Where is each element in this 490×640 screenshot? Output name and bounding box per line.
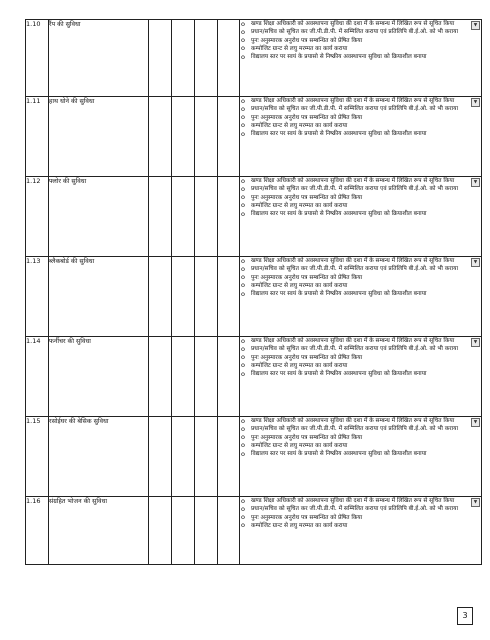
blank-cell: [218, 257, 240, 337]
facility-table: [25, 19, 482, 565]
actions-cell: [240, 97, 482, 177]
blank-cell: [195, 337, 218, 417]
chevron-down-icon[interactable]: ▼: [471, 498, 480, 507]
row-number: 1.16: [26, 497, 49, 565]
action-option[interactable]: o विद्यालय स्तर पर स्वयं के प्रयासो से निष्क्रीय अवस्थापना सुविधा को क्रियाशील बनाया: [240, 53, 481, 61]
blank-cell: [218, 337, 240, 417]
facility-name: रसोईघर की बेसिक सुविधा: [49, 417, 149, 497]
chevron-down-icon[interactable]: ▼: [471, 418, 480, 427]
blank-cell: [195, 257, 218, 337]
action-option[interactable]: o प्रधान/सचिव को सूचित कर जी.पी.डी.पी. में सम्मिलित कराया एवं प्रतिलिपि बी.ई.ओ. को भी कराया: [240, 28, 481, 36]
action-option[interactable]: o विद्यालय स्तर पर स्वयं के प्रयासो से निष्क्रीय अवस्थापना सुविधा को क्रियाशील बनाया: [240, 210, 481, 218]
table-row: [26, 417, 482, 497]
facility-name: संग्रहित भोजन की सुविधा: [49, 497, 149, 565]
blank-cell: [218, 97, 240, 177]
chevron-down-icon[interactable]: ▼: [471, 98, 480, 107]
table-row: [26, 337, 482, 417]
chevron-down-icon[interactable]: ▼: [471, 21, 480, 30]
action-option[interactable]: o खण्ड शिक्षा अधिकारी को अवस्थापना सुविधा की दशा में के सम्बन्ध में लिखित रूप से सूचित किया: [240, 177, 481, 185]
chevron-down-icon[interactable]: ▼: [471, 178, 480, 187]
action-option[interactable]: o पुनः अनुस्मारक अनुरोध पत्र सम्बन्धित को प्रेषित किया: [240, 434, 481, 442]
blank-cell: [195, 20, 218, 97]
action-option[interactable]: o कम्पोजिट ग्रान्ट से लघु मरम्मत का कार्य कराया: [240, 122, 481, 130]
action-option[interactable]: o पुनः अनुस्मारक अनुरोध पत्र सम्बन्धित को प्रेषित किया: [240, 274, 481, 282]
action-option[interactable]: o कम्पोजिट ग्रान्ट से लघु मरम्मत का कार्य कराया: [240, 522, 481, 530]
action-option[interactable]: o कम्पोजिट ग्रान्ट से लघु मरम्मत का कार्य कराया: [240, 282, 481, 290]
row-number: 1.11: [26, 97, 49, 177]
action-option[interactable]: o विद्यालय स्तर पर स्वयं के प्रयासो से निष्क्रीय अवस्थापना सुविधा को क्रियाशील बनाया: [240, 370, 481, 378]
row-number: 1.12: [26, 177, 49, 257]
blank-cell: [218, 497, 240, 565]
blank-cell: [172, 497, 195, 565]
table-row: [26, 97, 482, 177]
chevron-down-icon[interactable]: ▼: [471, 338, 480, 347]
actions-cell: [240, 20, 482, 97]
action-option[interactable]: o खण्ड शिक्षा अधिकारी को अवस्थापना सुविधा की दशा में के सम्बन्ध में लिखित रूप से सूचित किया: [240, 337, 481, 345]
blank-cell: [195, 417, 218, 497]
row-number: 1.10: [26, 20, 49, 97]
actions-cell: [240, 337, 482, 417]
table-row: [26, 257, 482, 337]
action-option[interactable]: o कम्पोजिट ग्रान्ट से लघु मरम्मत का कार्य कराया: [240, 362, 481, 370]
action-option[interactable]: o खण्ड शिक्षा अधिकारी को अवस्थापना सुविधा की दशा में के सम्बन्ध में लिखित रूप से सूचित किया: [240, 497, 481, 505]
action-option[interactable]: o प्रधान/सचिव को सूचित कर जी.पी.डी.पी. में सम्मिलित कराया एवं प्रतिलिपि बी.ई.ओ. को भी कराया: [240, 105, 481, 113]
action-option[interactable]: o विद्यालय स्तर पर स्वयं के प्रयासो से निष्क्रीय अवस्थापना सुविधा को क्रियाशील बनाया: [240, 450, 481, 458]
blank-cell: [172, 417, 195, 497]
blank-cell: [195, 497, 218, 565]
action-list: [240, 417, 481, 458]
blank-cell: [218, 20, 240, 97]
actions-cell: [240, 177, 482, 257]
action-option[interactable]: o विद्यालय स्तर पर स्वयं के प्रयासो से निष्क्रीय अवस्थापना सुविधा को क्रियाशील बनाया: [240, 130, 481, 138]
blank-cell: [149, 417, 172, 497]
action-option[interactable]: o कम्पोजिट ग्रान्ट से लघु मरम्मत का कार्य कराया: [240, 45, 481, 53]
table-row: [26, 497, 482, 565]
action-option[interactable]: o कम्पोजिट ग्रान्ट से लघु मरम्मत का कार्य कराया: [240, 202, 481, 210]
facility-name: ब्लैकबोर्ड की सुविधा: [49, 257, 149, 337]
blank-cell: [195, 97, 218, 177]
action-option[interactable]: o प्रधान/सचिव को सूचित कर जी.पी.डी.पी. में सम्मिलित कराया एवं प्रतिलिपि बी.ई.ओ. को भी कराया: [240, 345, 481, 353]
action-option[interactable]: o कम्पोजिट ग्रान्ट से लघु मरम्मत का कार्य कराया: [240, 442, 481, 450]
action-option[interactable]: o प्रधान/सचिव को सूचित कर जी.पी.डी.पी. में सम्मिलित कराया एवं प्रतिलिपि बी.ई.ओ. को भी कराया: [240, 505, 481, 513]
row-number: 1.15: [26, 417, 49, 497]
action-option[interactable]: o खण्ड शिक्षा अधिकारी को अवस्थापना सुविधा की दशा में के सम्बन्ध में लिखित रूप से सूचित किया: [240, 257, 481, 265]
blank-cell: [218, 177, 240, 257]
table-row: [26, 177, 482, 257]
action-list: [240, 20, 481, 61]
action-option[interactable]: o पुनः अनुस्मारक अनुरोध पत्र सम्बन्धित को प्रेषित किया: [240, 114, 481, 122]
row-number: 1.14: [26, 337, 49, 417]
action-option[interactable]: o पुनः अनुस्मारक अनुरोध पत्र सम्बन्धित को प्रेषित किया: [240, 354, 481, 362]
actions-cell: [240, 417, 482, 497]
page-number: 3: [457, 607, 473, 625]
action-option[interactable]: o खण्ड शिक्षा अधिकारी को अवस्थापना सुविधा की दशा में के सम्बन्ध में लिखित रूप से सूचित किया: [240, 417, 481, 425]
blank-cell: [172, 20, 195, 97]
action-list: [240, 337, 481, 378]
action-option[interactable]: o खण्ड शिक्षा अधिकारी को अवस्थापना सुविधा की दशा में के सम्बन्ध में लिखित रूप से सूचित किया: [240, 20, 481, 28]
blank-cell: [218, 417, 240, 497]
action-list: [240, 497, 481, 530]
chevron-down-icon[interactable]: ▼: [471, 258, 480, 267]
row-number: 1.13: [26, 257, 49, 337]
facility-name: फर्नीचर की सुविधा: [49, 337, 149, 417]
blank-cell: [195, 177, 218, 257]
blank-cell: [149, 337, 172, 417]
action-option[interactable]: o प्रधान/सचिव को सूचित कर जी.पी.डी.पी. में सम्मिलित कराया एवं प्रतिलिपि बी.ई.ओ. को भी कराया: [240, 425, 481, 433]
blank-cell: [172, 177, 195, 257]
action-list: [240, 177, 481, 218]
blank-cell: [149, 257, 172, 337]
facility-name: फ्लोर की सुविधा: [49, 177, 149, 257]
action-list: [240, 257, 481, 298]
blank-cell: [149, 177, 172, 257]
actions-cell: [240, 497, 482, 565]
action-option[interactable]: o खण्ड शिक्षा अधिकारी को अवस्थापना सुविधा की दशा में के सम्बन्ध में लिखित रूप से सूचित किया: [240, 97, 481, 105]
blank-cell: [172, 257, 195, 337]
action-option[interactable]: o पुनः अनुस्मारक अनुरोध पत्र सम्बन्धित को प्रेषित किया: [240, 514, 481, 522]
action-option[interactable]: o पुनः अनुस्मारक अनुरोध पत्र सम्बन्धित को प्रेषित किया: [240, 37, 481, 45]
facility-name: रैंप की सुविधा: [49, 20, 149, 97]
blank-cell: [149, 20, 172, 97]
action-list: [240, 97, 481, 138]
blank-cell: [172, 337, 195, 417]
blank-cell: [149, 97, 172, 177]
action-option[interactable]: o पुनः अनुस्मारक अनुरोध पत्र सम्बन्धित को प्रेषित किया: [240, 194, 481, 202]
blank-cell: [149, 497, 172, 565]
actions-cell: [240, 257, 482, 337]
action-option[interactable]: o विद्यालय स्तर पर स्वयं के प्रयासो से निष्क्रीय अवस्थापना सुविधा को क्रियाशील बनाया: [240, 290, 481, 298]
table-row: [26, 20, 482, 97]
action-option[interactable]: o प्रधान/सचिव को सूचित कर जी.पी.डी.पी. में सम्मिलित कराया एवं प्रतिलिपि बी.ई.ओ. को भी कराया: [240, 185, 481, 193]
facility-name: हाथ धोने की सुविधा: [49, 97, 149, 177]
action-option[interactable]: o प्रधान/सचिव को सूचित कर जी.पी.डी.पी. में सम्मिलित कराया एवं प्रतिलिपि बी.ई.ओ. को भी कराया: [240, 265, 481, 273]
blank-cell: [172, 97, 195, 177]
